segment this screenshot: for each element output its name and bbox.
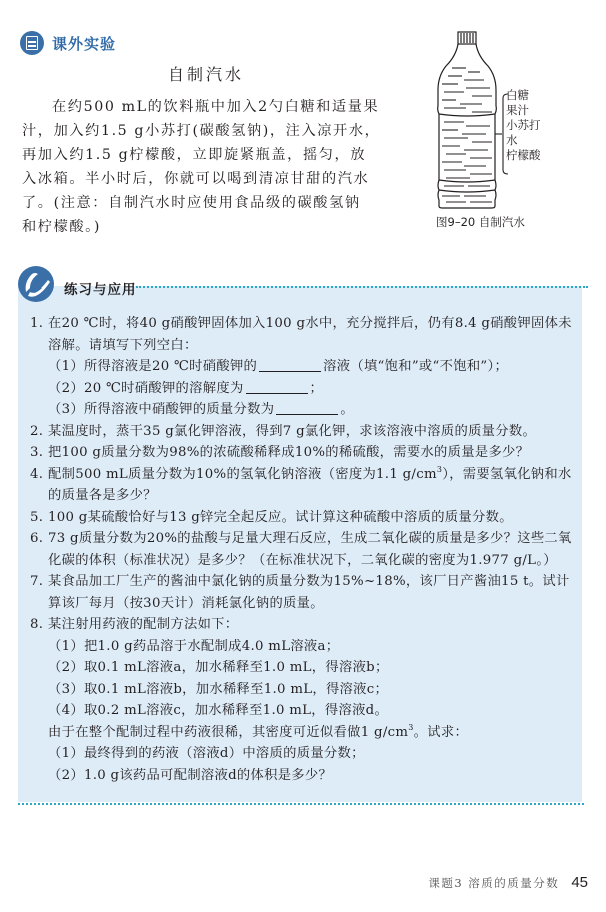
question-text bbox=[48, 464, 578, 507]
figure-label: 果汁 bbox=[506, 103, 529, 117]
question-number: 7. bbox=[30, 574, 44, 589]
question-3 bbox=[30, 442, 578, 464]
figure-label: 水 bbox=[506, 133, 518, 147]
question-number: 5. bbox=[30, 509, 44, 525]
question-text-part: 配制500 mL质量分数为10%的氢氧化钠溶液（密度为1.1 g/cm bbox=[48, 466, 437, 482]
question-text: 100 g某硫酸恰好与13 g锌完全起反应。试计算这种硫酸中溶质的质量分数。 bbox=[48, 509, 513, 525]
superscript: 3 bbox=[408, 722, 414, 732]
ask: （2）1.0 g该药品可配制溶液d的体积是多少？ bbox=[48, 767, 333, 783]
question-number: 2. bbox=[30, 423, 44, 439]
answer-blank[interactable] bbox=[246, 380, 308, 394]
question-8 bbox=[30, 614, 578, 786]
question-1 bbox=[30, 313, 578, 421]
question-7 bbox=[30, 571, 578, 614]
paragraph-line: 和柠檬酸。) bbox=[22, 219, 101, 235]
answer-blank[interactable] bbox=[259, 358, 321, 372]
exercise-title: 练习与应用 bbox=[64, 282, 137, 298]
question-4 bbox=[30, 464, 578, 507]
paragraph-line: 了。(注意：自制汽水时应使用食品级的碳酸氢钠 bbox=[22, 195, 361, 211]
sub-question bbox=[48, 378, 578, 400]
figure-labels bbox=[506, 88, 541, 163]
step: （3）取0.1 mL溶液b，加水稀释至1.0 mL，得溶液c； bbox=[48, 681, 389, 697]
note-text: 由于在整个配制过程中药液很稀，其密度可近似看做1 g/cm bbox=[48, 724, 409, 740]
exercise-list bbox=[30, 313, 578, 786]
experiment-paragraph bbox=[22, 95, 394, 239]
dotted-divider-top bbox=[136, 286, 588, 288]
question-text: 在20 ℃时，将40 g硝酸钾固体加入100 g水中，充分搅拌后，仍有8.4 g硝酸钾固体未溶解。请填写下列空白： bbox=[48, 316, 572, 353]
question-number: 8. bbox=[30, 617, 44, 632]
beaker-cup-icon bbox=[20, 31, 44, 55]
question-6 bbox=[30, 528, 578, 571]
chapter-title: 课题3 溶质的质量分数 bbox=[428, 876, 560, 890]
paragraph-line: 入冰箱。半小时后，你就可以喝到清凉甘甜的汽水 bbox=[22, 171, 370, 187]
question-number: 4. bbox=[30, 466, 44, 482]
question-text: 某注射用药液的配制方法如下： bbox=[48, 617, 239, 632]
superscript: 3 bbox=[436, 464, 443, 474]
section-header bbox=[20, 30, 116, 56]
question-5 bbox=[30, 507, 578, 529]
figure-label: 白糖 bbox=[506, 88, 529, 102]
question-text: 73 g质量分数为20%的盐酸与足量大理石反应，生成二氧化碳的质量是多少？这些二氧化碳的体积（标准状况）是多少？（在标准状况下，二氧化碳的密度为1.977 g/L。） bbox=[48, 531, 572, 568]
sub-question-text: 溶液（填“饱和”或“不饱和”）； bbox=[323, 359, 509, 374]
figure-soda-bottle bbox=[436, 30, 586, 230]
question-text: 把100 g质量分数为98%的浓硫酸稀释成10%的稀硫酸，需要水的质量是多少？ bbox=[48, 445, 530, 460]
question-text: 某温度时，蒸干35 g氯化钾溶液，得到7 g氯化钾，求该溶液中溶质的质量分数。 bbox=[48, 423, 537, 439]
exercise-header bbox=[18, 266, 588, 306]
figure-label: 小苏打 bbox=[506, 118, 541, 132]
ask: （1）最终得到的药液（溶液d）中溶质的质量分数； bbox=[48, 746, 365, 761]
paragraph-line: 在约500 mL的饮料瓶中加入2勺白糖和适量果 bbox=[52, 99, 380, 115]
section-title: 课外实验 bbox=[52, 34, 117, 53]
page-footer bbox=[428, 874, 588, 891]
question-2 bbox=[30, 421, 578, 443]
sub-question-text: ； bbox=[309, 380, 324, 396]
step: （1）把1.0 g药品溶于水配制成4.0 mL溶液a； bbox=[48, 638, 340, 654]
figure-caption: 图9–20 自制汽水 bbox=[436, 215, 525, 229]
step: （2）取0.1 mL溶液a，加水稀释至1.0 mL，得溶液b； bbox=[48, 660, 389, 675]
figure-label: 柠檬酸 bbox=[506, 148, 541, 162]
question-text: 某食品加工厂生产的酱油中氯化钠的质量分数为15%~18%，该厂日产酱油15 t。试计算该厂每月（按30天计）消耗氯化钠的质量。 bbox=[48, 574, 570, 611]
sub-question bbox=[48, 356, 578, 378]
page-number: 45 bbox=[571, 874, 588, 891]
answer-blank[interactable] bbox=[276, 401, 338, 415]
question-number: 6. bbox=[30, 531, 44, 546]
sub-question-text: （1）所得溶液是20 ℃时硝酸钾的 bbox=[48, 359, 258, 374]
sub-question-text: （3）所得溶液中硝酸钾的质量分数为 bbox=[48, 402, 275, 417]
paragraph-line: 再加入约1.5 g柠檬酸，立即旋紧瓶盖，摇匀，放 bbox=[22, 147, 367, 163]
pencil-check-icon bbox=[18, 266, 54, 302]
experiment-title: 自制汽水 bbox=[168, 65, 245, 84]
step: （4）取0.2 mL溶液c，加水稀释至1.0 mL，得溶液d。 bbox=[48, 703, 389, 718]
sub-question-text: 。 bbox=[340, 402, 354, 417]
note-text: 。试求： bbox=[413, 724, 469, 740]
paragraph-line: 汁，加入约1.5 g小苏打(碳酸氢钠)，注入凉开水， bbox=[22, 123, 381, 139]
sub-question bbox=[48, 399, 578, 421]
question-number: 3. bbox=[30, 445, 44, 460]
question-text-part: ），需要氢氧化钠和水的质量各是多少？ bbox=[48, 466, 572, 503]
note bbox=[48, 722, 578, 744]
dotted-divider-bottom bbox=[18, 803, 584, 805]
sub-question-text: （2）20 ℃时硝酸钾的溶解度为 bbox=[48, 380, 244, 396]
question-number: 1. bbox=[30, 316, 44, 331]
